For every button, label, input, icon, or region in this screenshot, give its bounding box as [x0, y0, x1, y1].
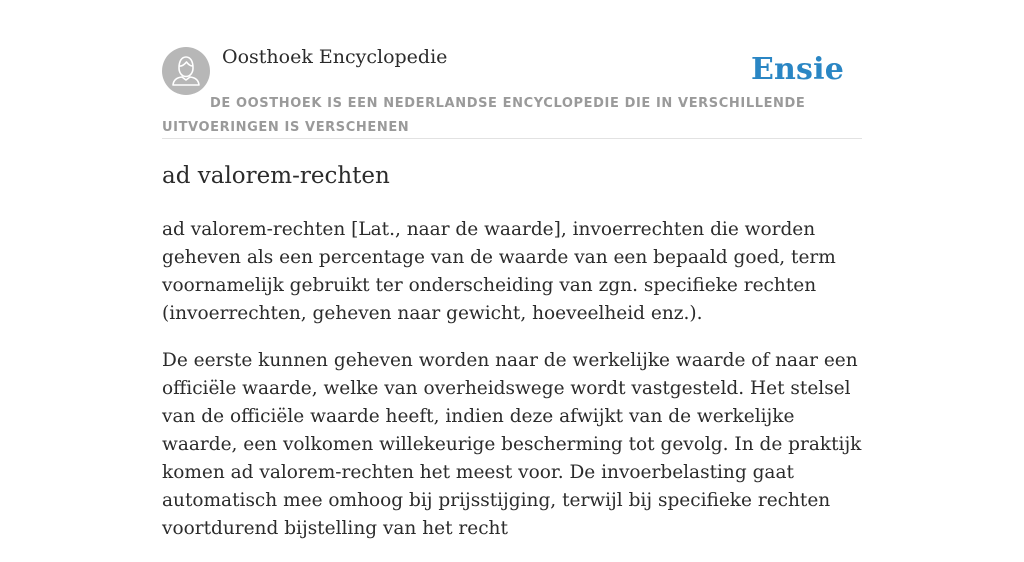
article-paragraph: ad valorem-rechten [Lat., naar de waarde], invoerrechten die worden geheven als een percentage van de waarde van een bepaald goed, term voornamelijk gebruikt ter onderscheiding van zgn. specifieke rechten (invoerrechten, geheven naar gewicht, hoeveelheid enz.).: [162, 219, 836, 324]
site-tagline: DE OOSTHOEK IS EEN NEDERLANDSE ENCYCLOPEDIE DIE IN VERSCHILLENDE UITVOERINGEN IS VERSCHENEN: [162, 96, 806, 135]
article-body: [162, 216, 866, 562]
ensie-logo[interactable]: Ensie: [750, 52, 844, 87]
site-name[interactable]: Oosthoek Encyclopedie: [222, 46, 448, 68]
article-paragraph: De eerste kunnen geheven worden naar de werkelijke waarde of naar een officiële waarde, welke van overheidswege wordt vastgesteld. Het stelsel van de officiële waarde heeft, indien deze afwijkt van de werkelijke waarde, een volkomen willekeurige bescherming tot gevolg. In de praktijk komen ad valorem-rechten het meest voor. De invoerbelasting gaat automatisch mee omhoog bij prijsstijging, terwijl bij specifieke rechten voortdurend bijstelling van het recht: [162, 350, 862, 539]
user-icon: [162, 47, 210, 95]
site-header: [162, 46, 862, 140]
article-title: ad valorem-rechten: [162, 163, 390, 189]
header-divider: [162, 138, 862, 139]
author-avatar[interactable]: [162, 47, 210, 95]
